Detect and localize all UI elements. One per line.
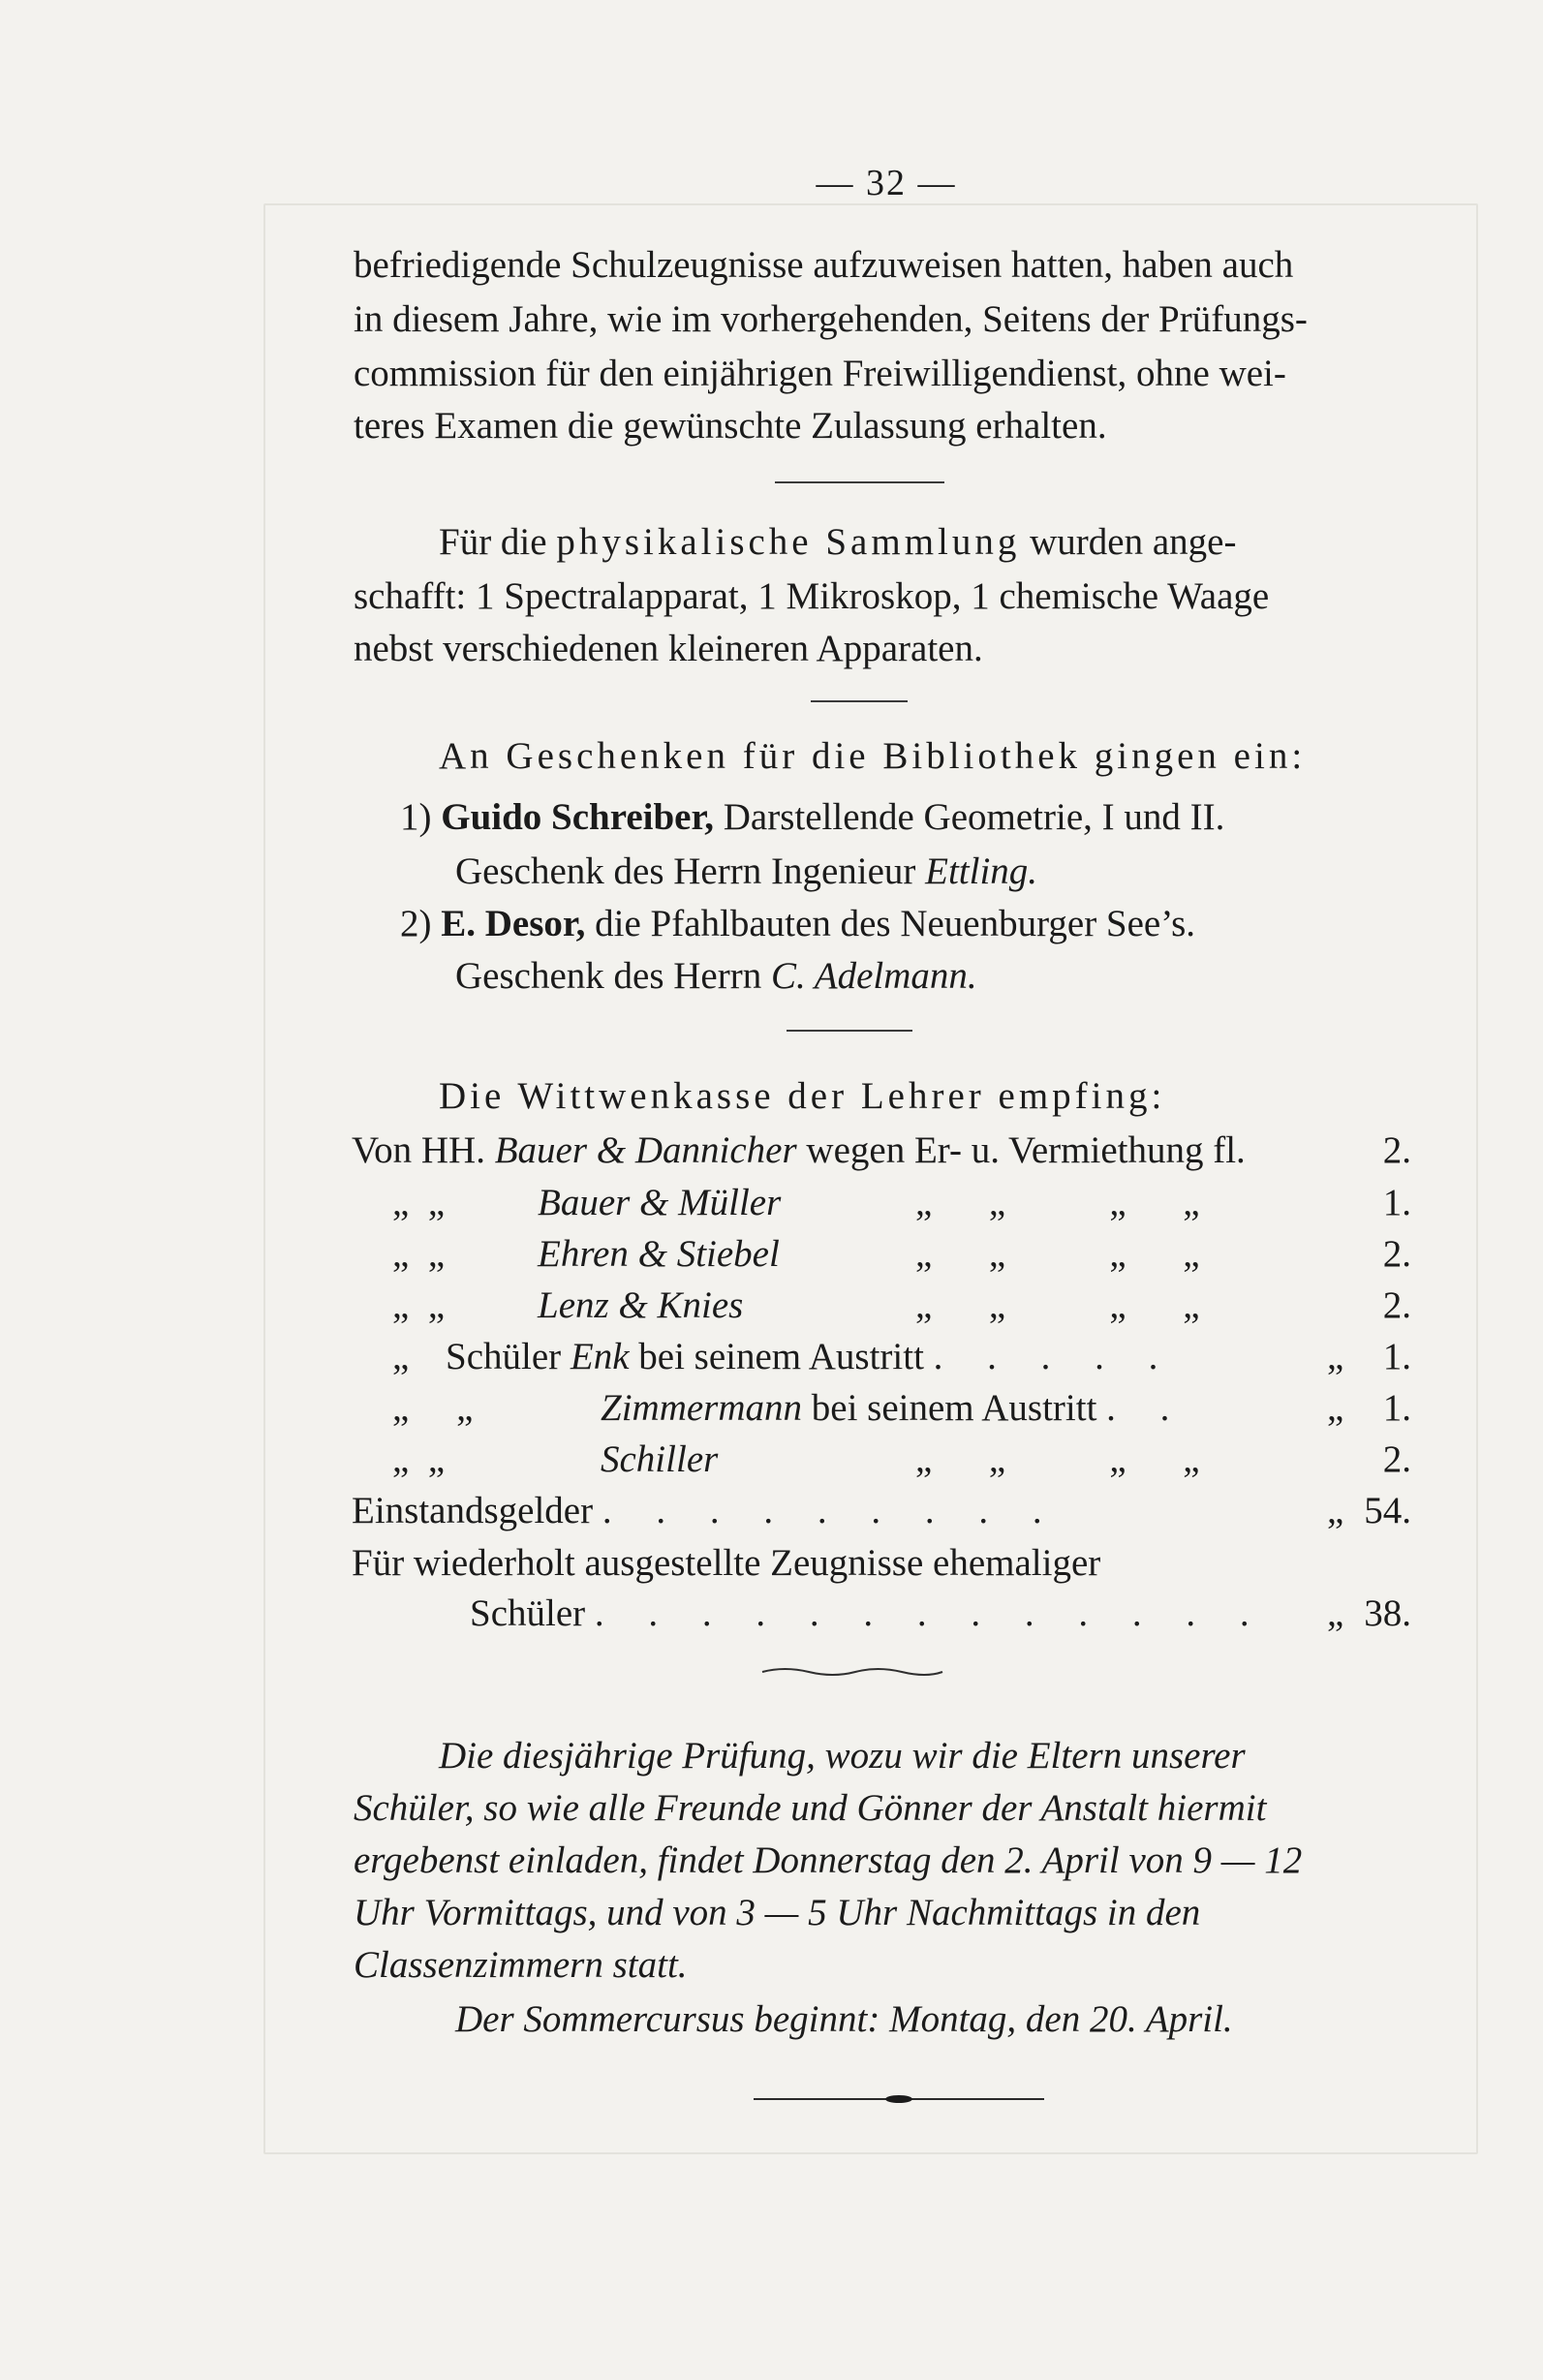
gift-prefix: Geschenk des Herrn: [455, 955, 762, 997]
notice-line-1: Die diesjährige Prüfung, wozu wir die Eltern unserer: [439, 1735, 1246, 1777]
ledger-amount: 2.: [1382, 1233, 1411, 1275]
ledger-label: Einstandsgelder: [352, 1490, 594, 1531]
library-gift-1: [455, 845, 1037, 898]
ledger-names: Bauer & Müller: [538, 1182, 782, 1223]
physics-collection: physikalische Sammlung: [556, 521, 1021, 563]
end-ornament: [754, 2092, 1044, 2104]
ledger-row: [354, 1484, 1419, 1534]
ledger-currency: fl.: [1213, 1129, 1246, 1171]
ledger-label: Schüler: [470, 1592, 586, 1634]
ditto-marks: „ „: [392, 1387, 474, 1429]
physics-prefix: Für die: [439, 521, 547, 563]
ditto-mark: „: [1327, 1592, 1344, 1634]
summer-course: Der Sommercursus beginnt: Montag, den 20. April.: [455, 1998, 1233, 2040]
section-separator: [811, 700, 908, 702]
ledger-names: Bauer & Dannicher: [494, 1129, 797, 1171]
ledger-amount: 2.: [1382, 1284, 1411, 1326]
ditto-marks: „ „ „ „: [915, 1284, 1200, 1326]
item-number: 2): [400, 903, 432, 944]
notice-line-5: Classenzimmern statt.: [354, 1944, 688, 1986]
physics-line-3: nebst verschiedenen kleineren Apparaten.: [354, 628, 983, 669]
gift-prefix: Geschenk des Herrn Ingenieur: [455, 850, 916, 892]
item-author: E. Desor,: [441, 903, 586, 944]
intro-line-2: in diesem Jahre, wie im vorhergehenden, Seitens der Prüfungs-: [354, 298, 1308, 340]
section-separator: [775, 481, 944, 483]
item-title: die Pfahlbauten des Neuenburger See’s.: [595, 903, 1196, 944]
page-number: — 32 —: [816, 163, 957, 203]
ledger-reason: bei seinem Austritt: [811, 1387, 1097, 1429]
ledger-row: [354, 1176, 1419, 1226]
ledger-row: [354, 1124, 1419, 1174]
item-title: Darstellende Geometrie, I und II.: [723, 796, 1225, 838]
leader-dots: . . . . .: [933, 1336, 1176, 1377]
library-item-1: [400, 790, 1224, 844]
ledger-amount: 1.: [1382, 1387, 1411, 1429]
ditto-marks: „ „ „ „: [915, 1233, 1200, 1275]
ditto-mark: „: [1327, 1336, 1344, 1377]
ledger-row: [354, 1227, 1419, 1278]
ledger-amount: 38.: [1364, 1592, 1411, 1634]
notice-line-4: Uhr Vormittags, und von 3 — 5 Uhr Nachmittags in den: [354, 1892, 1201, 1933]
ledger-reason: wegen Er- u. Vermiethung: [806, 1129, 1204, 1171]
intro-line-3: commission für den einjährigen Freiwilligendienst, ohne wei-: [354, 353, 1286, 394]
ledger-label: Schüler: [446, 1336, 562, 1377]
library-gift-2: [455, 949, 977, 1003]
ledger-label: Für wiederholt ausgestellte Zeugnisse ehemaliger: [352, 1542, 1101, 1584]
ditto-marks: „ „: [392, 1233, 446, 1275]
library-heading: An Geschenken für die Bibliothek gingen ein:: [439, 735, 1307, 777]
ledger-row: [354, 1536, 1419, 1587]
ditto-marks: „ „: [392, 1284, 446, 1326]
ditto-mark: „: [1327, 1490, 1344, 1531]
physics-line-1: [439, 515, 1236, 569]
ledger-names: Ehren & Stiebel: [538, 1233, 780, 1275]
notice-line-2: Schüler, so wie alle Freunde und Gönner der Anstalt hiermit: [354, 1787, 1267, 1829]
ledger-row: [354, 1433, 1419, 1483]
ledger-names: Enk: [570, 1336, 630, 1377]
ledger-prefix: Von HH.: [352, 1129, 485, 1171]
ledger-names: Zimmermann: [601, 1387, 803, 1429]
ditto-mark: „: [392, 1336, 410, 1377]
ledger-names: Schiller: [601, 1438, 719, 1480]
ledger-amount: 2.: [1382, 1438, 1411, 1480]
ditto-marks: „ „: [392, 1438, 446, 1480]
intro-line-4: teres Examen die gewünschte Zulassung erhalten.: [354, 405, 1107, 447]
ledger-amount: 1.: [1382, 1182, 1411, 1223]
fund-heading: Die Wittwenkasse der Lehrer empfing:: [439, 1075, 1166, 1117]
physics-suffix: wurden ange-: [1030, 521, 1237, 563]
ledger-reason: bei seinem Austritt: [638, 1336, 924, 1377]
ledger-amount: 54.: [1364, 1490, 1411, 1531]
wavy-separator: [760, 1664, 944, 1680]
gift-donor: Ettling.: [925, 850, 1038, 892]
ditto-marks: „ „ „ „: [915, 1438, 1200, 1480]
ledger-amount: 1.: [1382, 1336, 1411, 1377]
physics-line-2: schafft: 1 Spectralapparat, 1 Mikroskop, 1 chemische Waage: [354, 575, 1270, 617]
leader-dots: . . . . . . . . . . . . .: [594, 1592, 1267, 1634]
item-number: 1): [400, 796, 432, 838]
ledger-amount: 2.: [1382, 1129, 1411, 1171]
ditto-marks: „ „: [392, 1182, 446, 1223]
ledger-row: [354, 1587, 1419, 1637]
ledger-names: Lenz & Knies: [538, 1284, 744, 1326]
leader-dots: . . . . . . . . .: [602, 1490, 1060, 1531]
intro-line-1: befriedigende Schulzeugnisse aufzuweisen hatten, haben auch: [354, 244, 1294, 286]
notice-line-3: ergebenst einladen, findet Donnerstag den 2. April von 9 — 12: [354, 1839, 1303, 1881]
ledger-row: [354, 1330, 1419, 1380]
ledger-row: [354, 1381, 1419, 1432]
item-author: Guido Schreiber,: [441, 796, 714, 838]
ditto-marks: „ „ „ „: [915, 1182, 1200, 1223]
section-separator: [787, 1030, 912, 1032]
ditto-mark: „: [1327, 1387, 1344, 1429]
library-item-2: [400, 897, 1195, 950]
ledger-row: [354, 1279, 1419, 1329]
leader-dots: . .: [1106, 1387, 1188, 1429]
gift-donor: C. Adelmann.: [770, 955, 977, 997]
